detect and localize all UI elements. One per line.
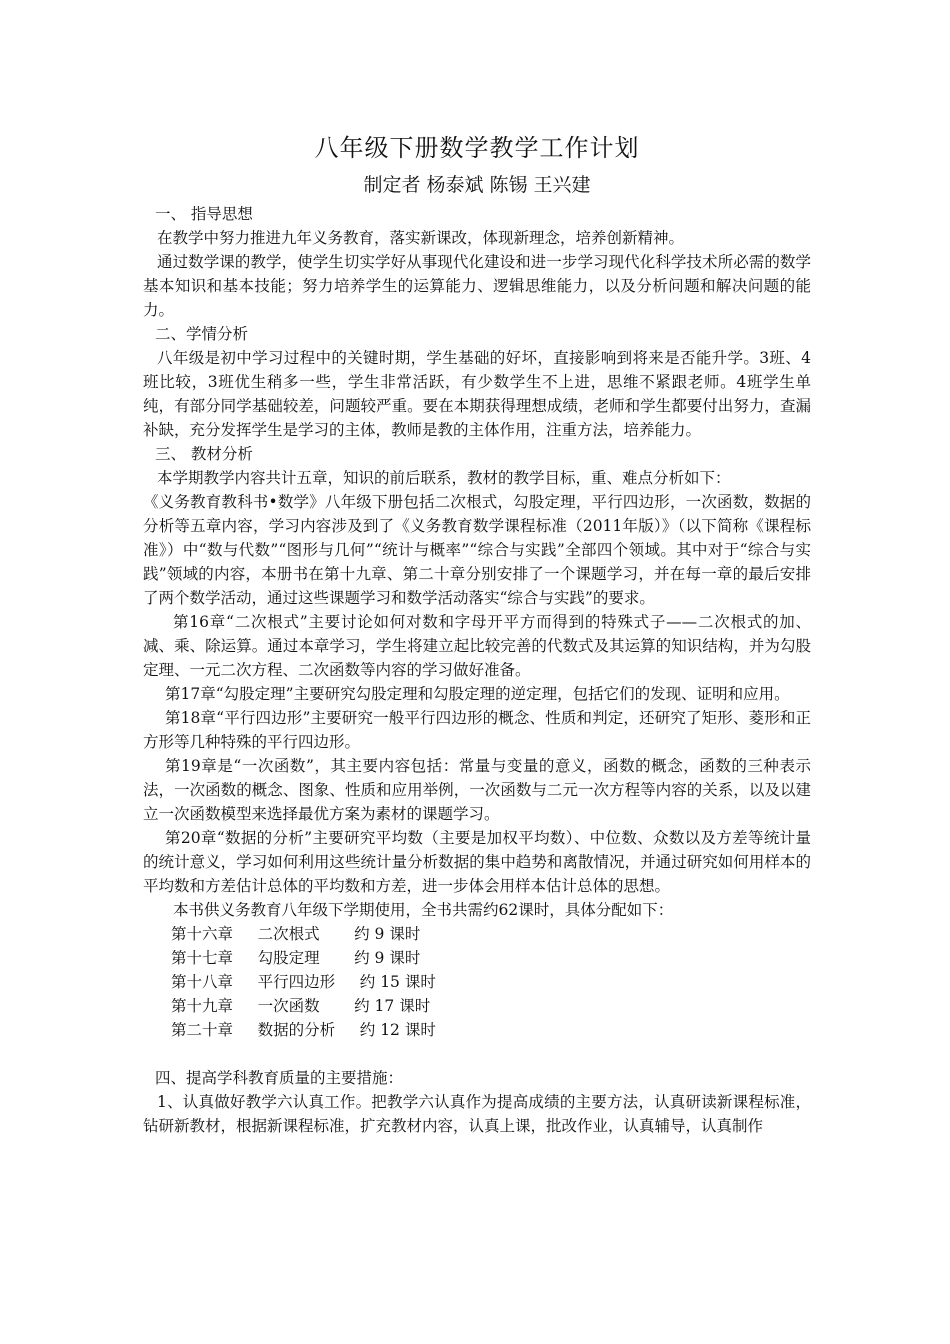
section-2-paragraph-1: 八年级是初中学习过程中的关键时期，学生基础的好坏，直接影响到将来是否能升学。3班、4班比较，3班优生稍多一些，学生非常活跃，有少数学生不上进，思维不紧跟老师。4班学生单纯，有部分同学基础较差，问题较严重。要在本期获得理想成绩，老师和学生都要付出努力，查漏补缺，充分发挥学生是学习的主体，教师是教的主体作用，注重方法，培养能力。: [143, 349, 811, 439]
chapter-17-paragraph: 第17章“勾股定理”主要研究勾股定理和勾股定理的逆定理，包括它们的发现、证明和应用。: [165, 685, 790, 703]
blank-line: [143, 1042, 811, 1066]
section-1-paragraph-2: 通过数学课的教学，使学生切实学好从事现代化建设和进一步学习现代化科学技术所必需的数学基本知识和基本技能；努力培养学生的运算能力、逻辑思维能力，以及分析问题和解决问题的能力。: [143, 253, 811, 319]
section-3-heading: 三、 教材分析: [155, 445, 253, 463]
section-1-heading: 一、 指导思想: [155, 205, 253, 223]
schedule-item: 第十八章 平行四边形 约 15 课时: [171, 973, 436, 991]
section-2-heading: 二、学情分析: [155, 325, 249, 343]
hours-intro: 本书供义务教育八年级下学期使用，全书共需约62课时，具体分配如下：: [173, 901, 674, 919]
chapter-16-paragraph: 第16章“二次根式”主要讨论如何对数和字母开平方而得到的特殊式子——二次根式的加、减、乘、除运算。通过本章学习，学生将建立起比较完善的代数式及其运算的知识结构，并为勾股定理、一元二次方程、二次函数等内容的学习做好准备。: [143, 613, 811, 679]
section-1-paragraph-1: 在教学中努力推进九年义务教育，落实新课改，体现新理念，培养创新精神。: [157, 229, 685, 247]
section-4-paragraph-1: 1、认真做好教学六认真工作。把教学六认真作为提高成绩的主要方法，认真研读新课程标准，钻研新教材，根据新课程标准，扩充教材内容，认真上课，批改作业，认真辅导，认真制作: [143, 1093, 811, 1135]
chapter-20-paragraph: 第20章“数据的分析”主要研究平均数（主要是加权平均数）、中位数、众数以及方差等统计量的统计意义，学习如何利用这些统计量分析数据的集中趋势和离散情况，并通过研究如何用样本的平均数和方差估计总体的平均数和方差，进一步体会用样本估计总体的思想。: [143, 829, 811, 895]
chapter-19-paragraph: 第19章是“一次函数”，其主要内容包括：常量与变量的意义，函数的概念，函数的三种表示法，一次函数的概念、图象、性质和应用举例，一次函数与二元一次方程等内容的关系，以及以建立一次函数模型来选择最优方案为素材的课题学习。: [143, 757, 811, 823]
document-authors: 制定者 杨泰斌 陈锡 王兴建: [363, 174, 591, 196]
schedule-item: 第十六章 二次根式 约 9 课时: [171, 925, 421, 943]
schedule-item: 第十七章 勾股定理 约 9 课时: [171, 949, 421, 967]
hours-schedule: [143, 922, 811, 1042]
schedule-item: 第十九章 一次函数 约 17 课时: [171, 997, 431, 1015]
section-3-paragraph-1: 本学期教学内容共计五章，知识的前后联系，教材的教学目标，重、难点分析如下：: [157, 469, 731, 487]
document-page: [143, 130, 811, 1138]
chapter-18-paragraph: 第18章“平行四边形”主要研究一般平行四边形的概念、性质和判定，还研究了矩形、菱形和正方形等几种特殊的平行四边形。: [143, 709, 811, 751]
document-title: 八年级下册数学教学工作计划: [314, 134, 640, 162]
schedule-item: 第二十章 数据的分析 约 12 课时: [171, 1021, 436, 1039]
section-4-heading: 四、提高学科教育质量的主要措施：: [155, 1069, 404, 1087]
section-3-paragraph-2: 《义务教育教科书•数学》八年级下册包括二次根式，勾股定理，平行四边形，一次函数，数据的分析等五章内容，学习内容涉及到了《义务教育数学课程标准（2011年版）》（以下简称《课程标准》）中“数与代数”“图形与几何”“统计与概率”“综合与实践”全部四个领域。其中对于“综合与实践”领域的内容，本册书在第十九章、第二十章分别安排了一个课题学习，并在每一章的最后安排了两个数学活动，通过这些课题学习和数学活动落实“综合与实践”的要求。: [143, 493, 811, 607]
